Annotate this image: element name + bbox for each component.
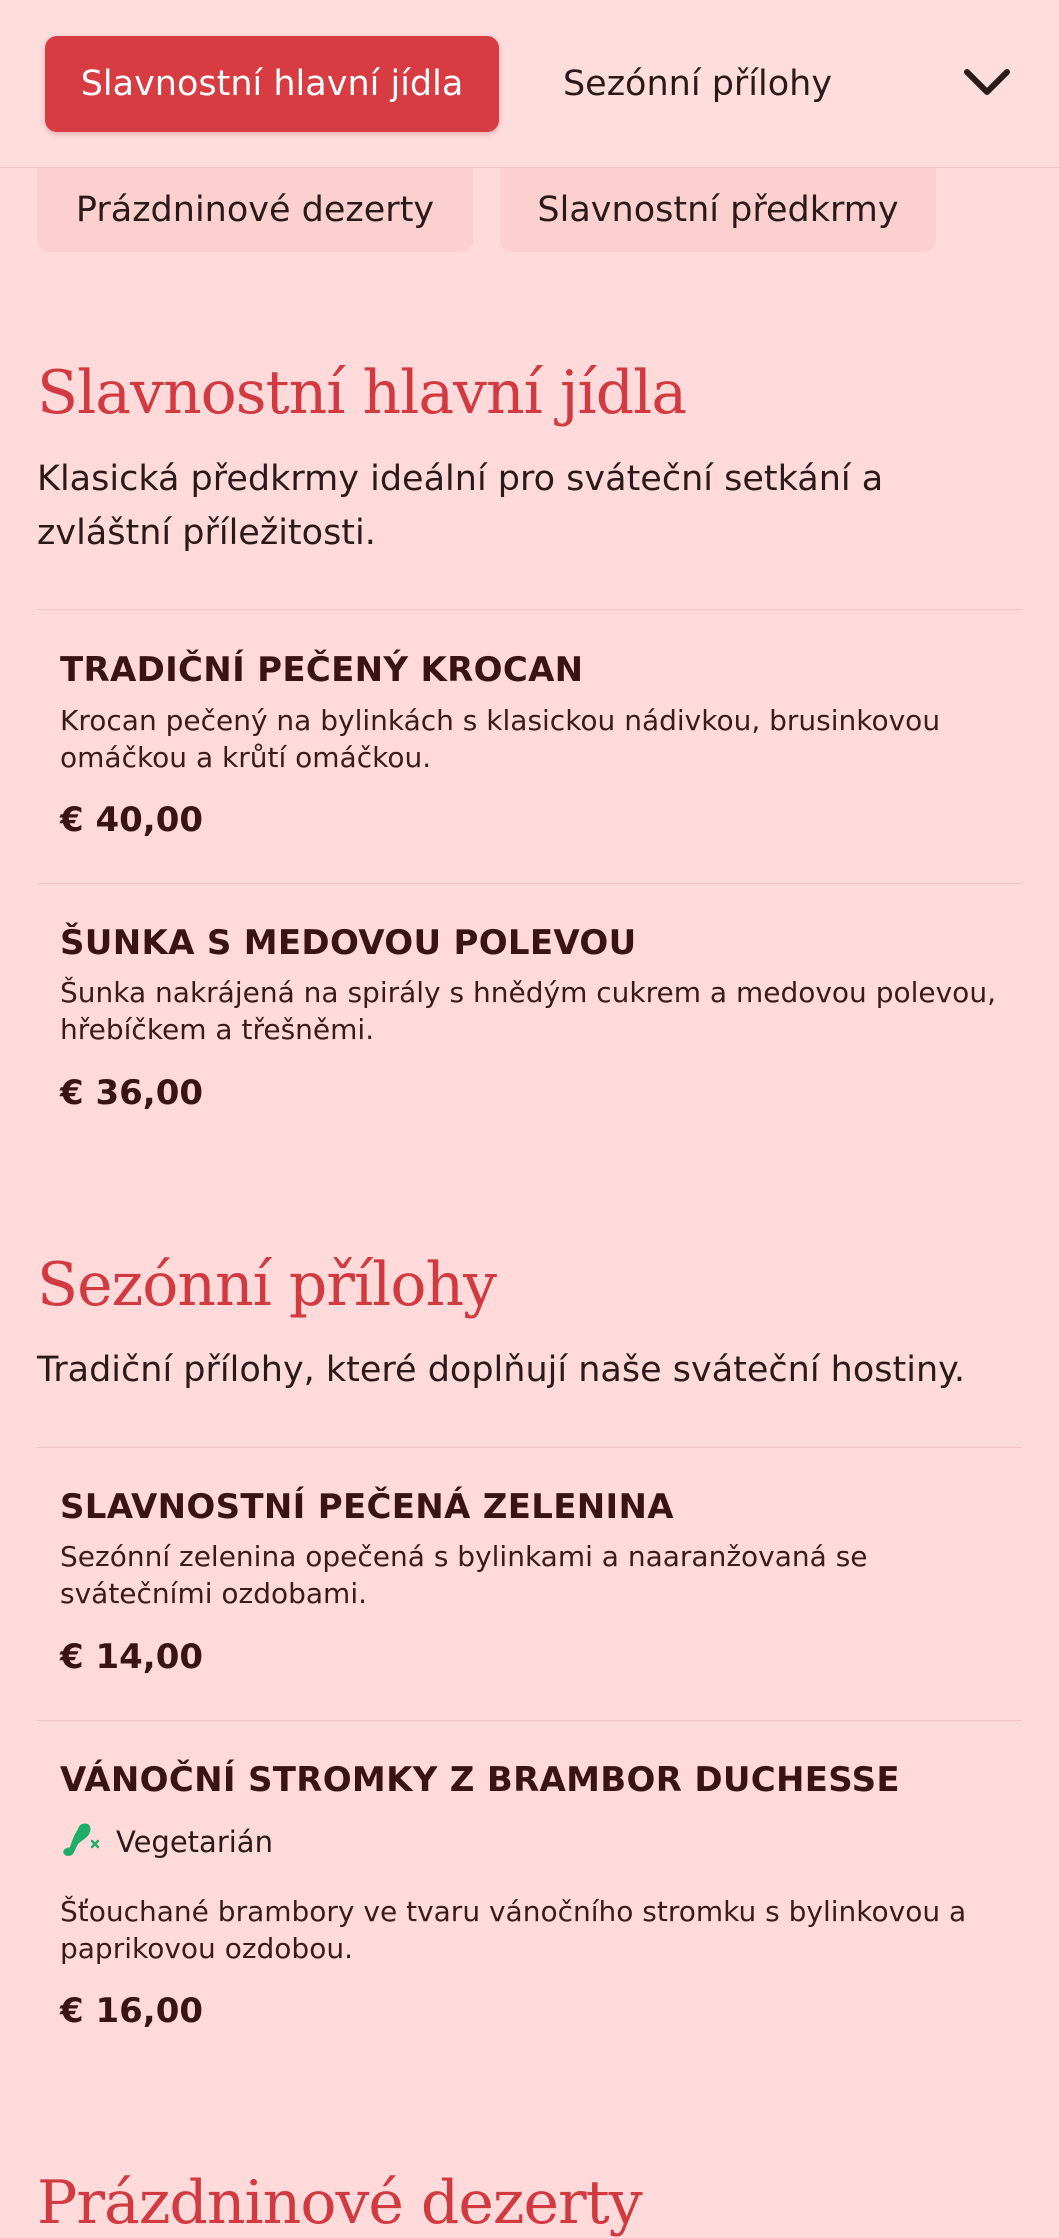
section-description: Tradiční přílohy, které doplňují naše sváteční hostiny. xyxy=(37,1350,965,1390)
vegetarian-leg-icon xyxy=(60,1821,102,1863)
menu-item-price: € 40,00 xyxy=(60,800,204,840)
tab-main-dishes[interactable]: Slavnostní hlavní jídla xyxy=(45,36,499,132)
menu-item-price: € 16,00 xyxy=(60,1991,204,2031)
menu-item-name: TRADIČNÍ PEČENÝ KROCAN xyxy=(60,650,584,690)
tab-seasonal-sides[interactable]: Sezónní přílohy xyxy=(562,64,833,104)
category-tab-overflow-row xyxy=(0,168,1059,252)
section-title-main-dishes: Slavnostní hlavní jídla xyxy=(37,358,687,428)
menu-item-name: SLAVNOSTNÍ PEČENÁ ZELENINA xyxy=(60,1487,674,1527)
category-tab-bar xyxy=(0,0,1059,168)
tab-festive-appetizers[interactable]: Slavnostní předkrmy xyxy=(500,168,936,252)
section-title-holiday-desserts: Prázdninové dezerty xyxy=(37,2168,642,2238)
menu-item-name: VÁNOČNÍ STROMKY Z BRAMBOR DUCHESSE xyxy=(60,1760,900,1800)
menu-item-price: € 36,00 xyxy=(60,1073,204,1113)
menu-item-description: Krocan pečený na bylinkách s klasickou nádivkou, brusinkovou omáčkou a krůtí omáčkou. xyxy=(60,704,941,774)
divider xyxy=(37,883,1022,884)
tab-holiday-desserts[interactable]: Prázdninové dezerty xyxy=(37,168,473,252)
dietary-badge xyxy=(60,1822,273,1862)
divider xyxy=(37,1720,1022,1721)
section-description: Klasická předkrmy ideální pro sváteční setkání a zvláštní příležitosti. xyxy=(37,459,884,553)
divider xyxy=(37,609,1022,610)
divider xyxy=(37,1447,1022,1448)
menu-item-description: Šunka nakrájená na spirály s hnědým cukrem a medovou polevou, hřebíčkem a třešněmi. xyxy=(60,976,996,1046)
menu-item-description: Šťouchané brambory ve tvaru vánočního stromku s bylinkovou a paprikovou ozdobou. xyxy=(60,1895,967,1965)
menu-item-name: ŠUNKA S MEDOVOU POLEVOU xyxy=(60,923,637,963)
dietary-badge-label: Vegetarián xyxy=(116,1825,273,1859)
menu-item-description: Sezónní zelenina opečená s bylinkami a naaranžovaná se svátečními ozdobami. xyxy=(60,1540,868,1610)
menu-item-price: € 14,00 xyxy=(60,1637,204,1677)
section-title-seasonal-sides: Sezónní přílohy xyxy=(37,1250,497,1320)
chevron-down-icon[interactable] xyxy=(955,58,1019,110)
